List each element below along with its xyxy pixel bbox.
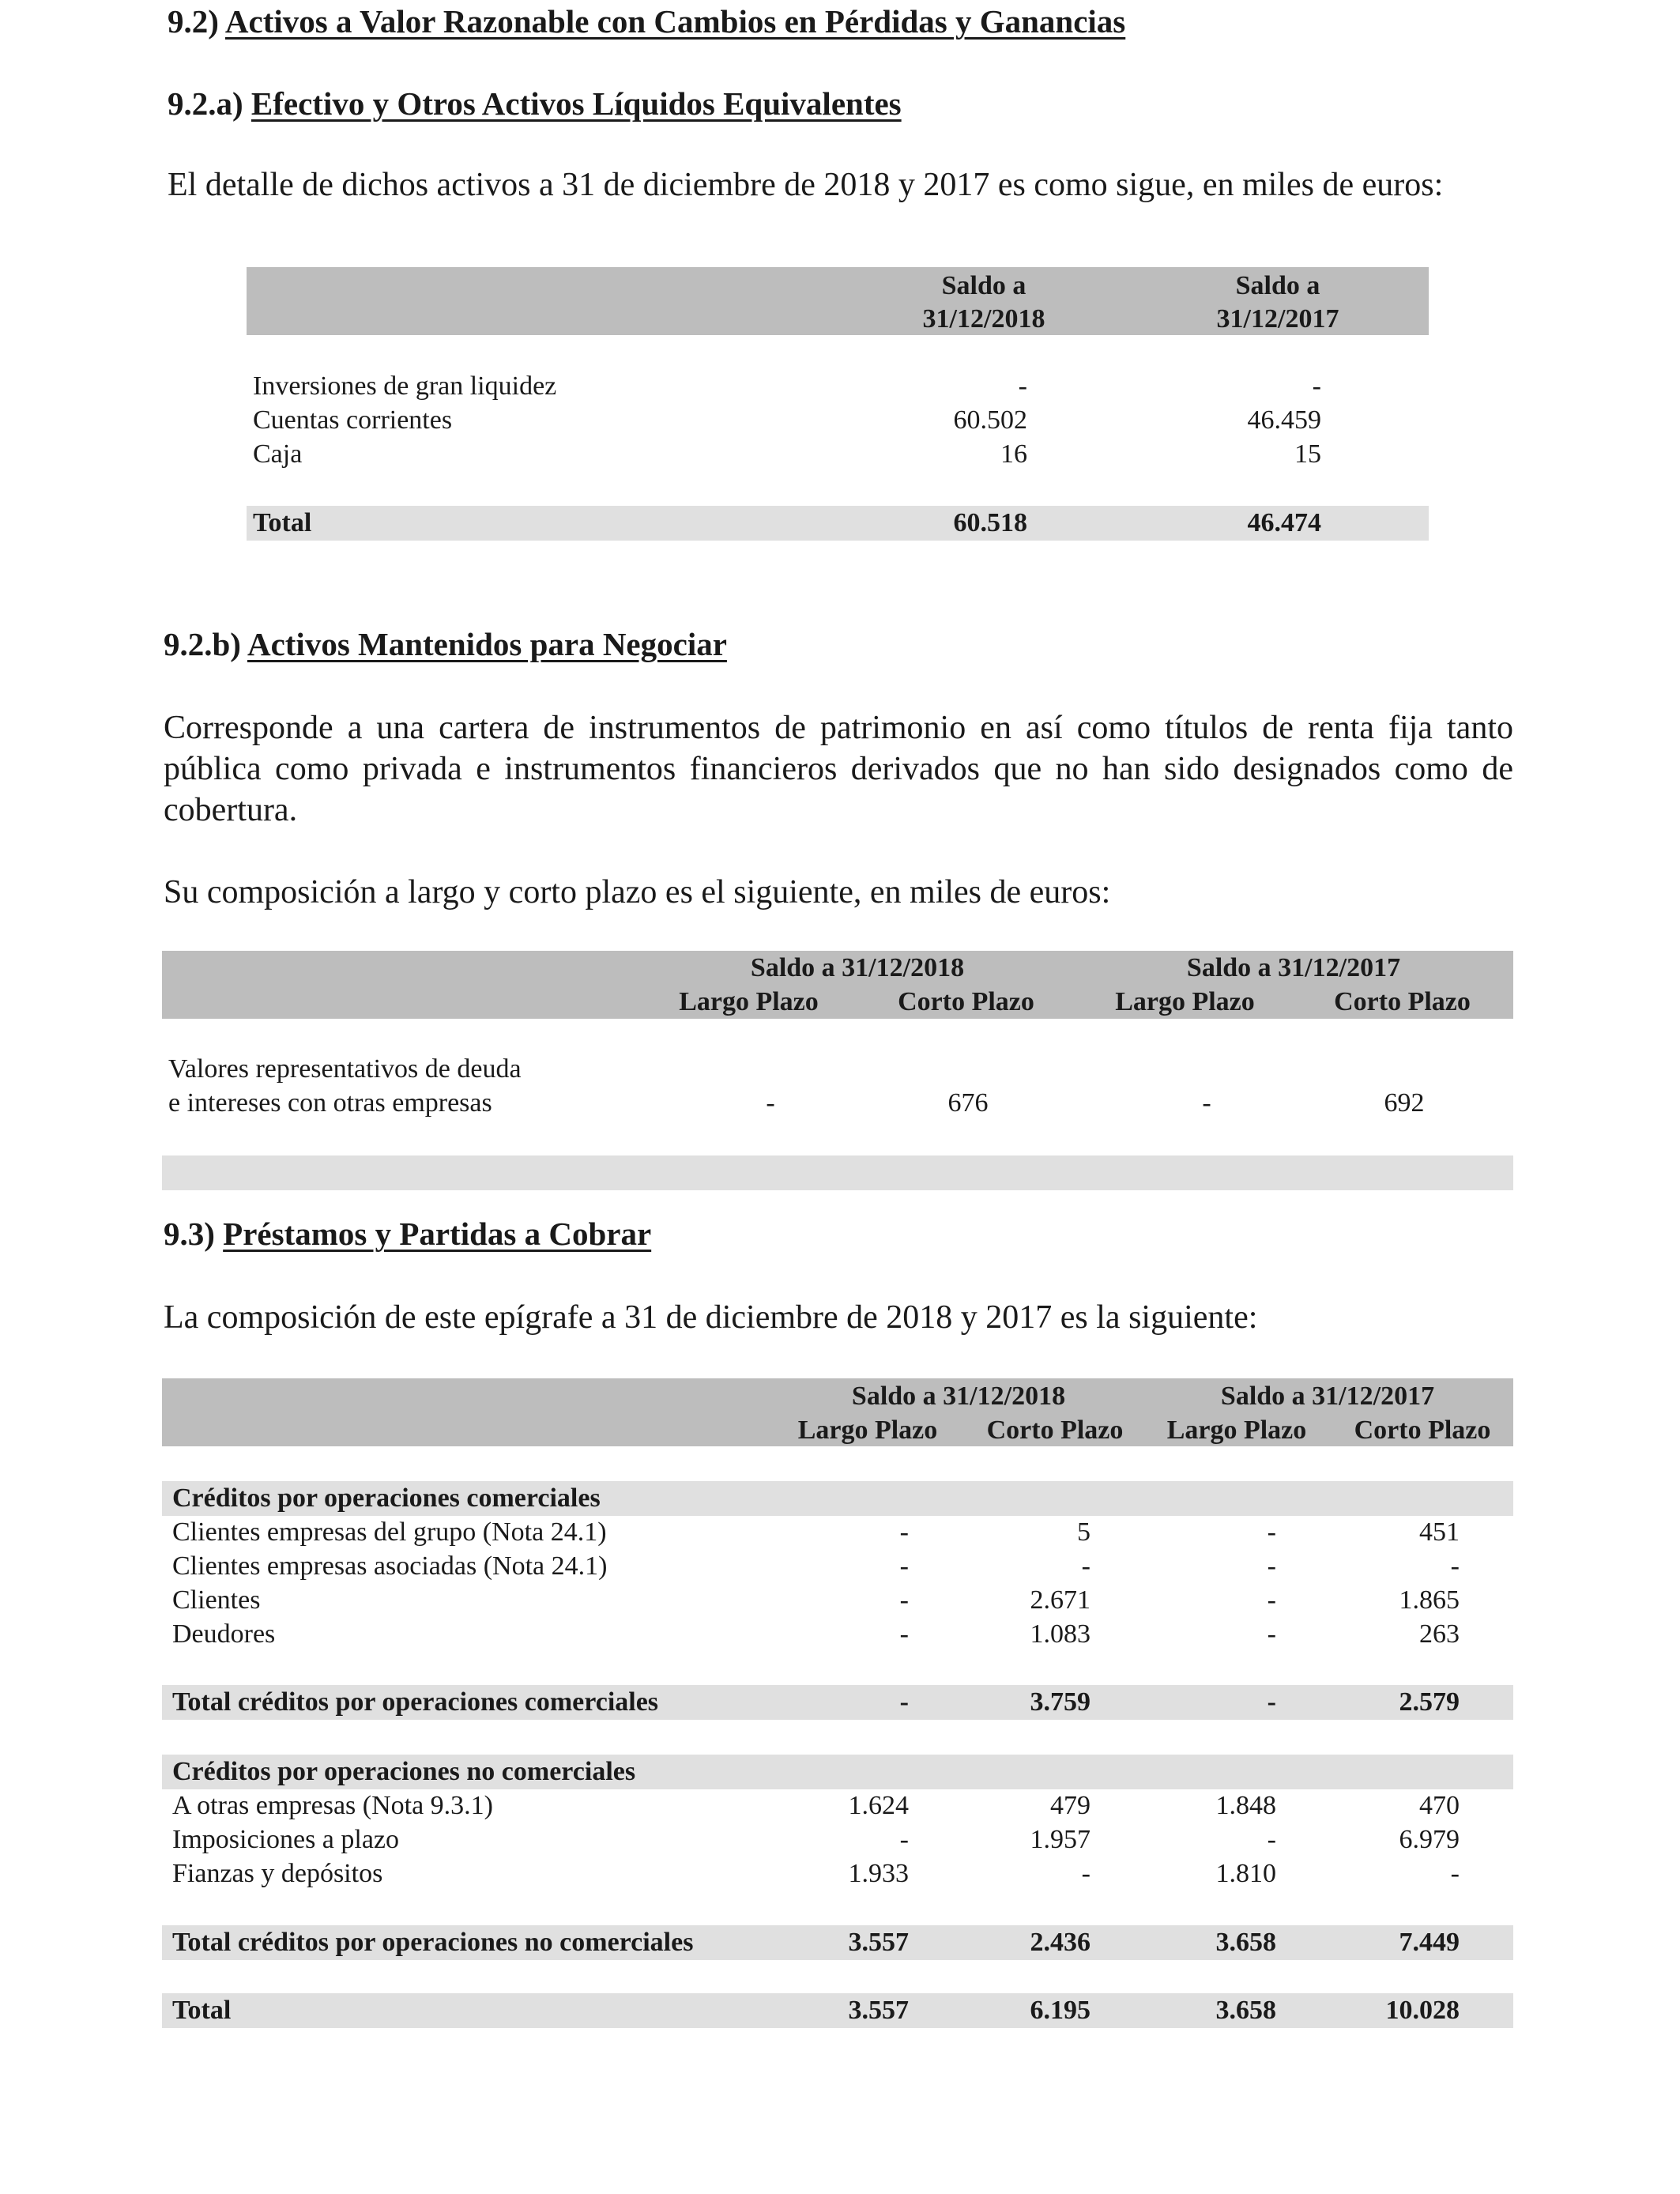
section-number: 9.2): [168, 3, 219, 40]
col-header-2018-line2: 31/12/2018: [922, 304, 1045, 334]
section-title: Efectivo y Otros Activos Líquidos Equivalentes: [250, 85, 902, 122]
subtotal-corto-2017: 7.449: [1399, 1928, 1460, 1957]
value-largo-2018: -: [899, 1825, 909, 1854]
row-label: Fianzas y depósitos: [172, 1859, 383, 1888]
subtotal-largo-2018: -: [899, 1687, 909, 1717]
row-value-2018: -: [1018, 371, 1027, 401]
row-label: Clientes empresas del grupo (Nota 24.1): [172, 1517, 607, 1547]
row-label: Caja: [253, 439, 303, 469]
value-corto-2017: 470: [1419, 1791, 1460, 1820]
section-number: 9.2.b): [164, 626, 241, 662]
subtotal-largo-2017: -: [1267, 1687, 1276, 1717]
row-value-2018: 60.502: [953, 405, 1027, 435]
col-header-largo-2018: Largo Plazo: [679, 987, 819, 1016]
value-corto-2018: 479: [1050, 1791, 1090, 1820]
value-corto-2017: 1.865: [1399, 1585, 1460, 1615]
row-value-2018: 16: [1000, 439, 1027, 469]
group-header-2017: Saldo a 31/12/2017: [1186, 953, 1401, 982]
subtotal-corto-2018: 2.436: [1030, 1928, 1090, 1957]
row-value-corto-2017: 692: [1384, 1088, 1425, 1118]
subtotal-largo-2017: 3.658: [1215, 1928, 1276, 1957]
value-largo-2017: -: [1267, 1517, 1276, 1547]
col-header-2017-line2: 31/12/2017: [1216, 304, 1339, 334]
section-9-2-b-paragraph: Corresponde a una cartera de instrumentos de patrimonio en así como títulos de renta fija tanto pública como privada e instrumentos financieros derivados que no han sido designados como de cobertura.: [164, 710, 1513, 828]
value-corto-2017: -: [1450, 1551, 1460, 1581]
row-label-line2: e intereses con otras empresas: [168, 1088, 492, 1118]
value-corto-2018: -: [1081, 1551, 1090, 1581]
total-value-2017: 46.474: [1247, 508, 1321, 537]
group-header-2018: Saldo a 31/12/2018: [750, 953, 965, 982]
value-largo-2017: -: [1267, 1585, 1276, 1615]
row-label: Deudores: [172, 1619, 276, 1649]
total-label: Total: [253, 508, 312, 537]
row-value-2017: 46.459: [1247, 405, 1321, 435]
section-9-3-heading: [164, 1214, 651, 1253]
section-9-2-heading: [168, 2, 1125, 41]
col-header-2017-line1: Saldo a: [1235, 271, 1320, 300]
col-header-largo-2018: Largo Plazo: [797, 1416, 938, 1445]
total-corto-2018: 6.195: [1030, 1996, 1090, 2025]
col-header-corto-2018: Corto Plazo: [898, 987, 1034, 1016]
row-value-2017: -: [1312, 371, 1321, 401]
value-largo-2018: 1.933: [848, 1859, 909, 1888]
value-largo-2018: -: [899, 1585, 909, 1615]
row-label: Clientes empresas asociadas (Nota 24.1): [172, 1551, 608, 1581]
value-largo-2018: 1.624: [848, 1791, 909, 1820]
value-corto-2017: -: [1450, 1859, 1460, 1888]
total-label: Total: [172, 1996, 232, 2025]
row-value-2017: 15: [1294, 439, 1321, 469]
value-largo-2018: -: [899, 1619, 909, 1649]
subsection-title-no-comerciales: Créditos por operaciones no comerciales: [172, 1757, 636, 1786]
row-label: Clientes: [172, 1585, 261, 1615]
value-largo-2017: -: [1267, 1551, 1276, 1581]
col-header-corto-2017: Corto Plazo: [1354, 1416, 1491, 1445]
value-largo-2017: 1.810: [1215, 1859, 1276, 1888]
subtotal-largo-2018: 3.557: [848, 1928, 909, 1957]
section-title: Activos a Valor Razonable con Cambios en Pérdidas y Ganancias: [224, 3, 1126, 40]
row-label: Cuentas corrientes: [253, 405, 453, 435]
value-largo-2017: -: [1267, 1825, 1276, 1854]
section-9-3-intro: La composición de este epígrafe a 31 de diciembre de 2018 y 2017 es la siguiente:: [164, 1299, 1258, 1336]
section-9-2-b-heading: [164, 624, 727, 664]
value-corto-2018: -: [1081, 1859, 1090, 1888]
col-header-corto-2018: Corto Plazo: [986, 1416, 1124, 1445]
subtotal-label: Total créditos por operaciones comerciales: [172, 1687, 659, 1717]
row-label: Imposiciones a plazo: [172, 1825, 400, 1854]
subtotal-corto-2018: 3.759: [1030, 1687, 1090, 1717]
total-value-2018: 60.518: [953, 508, 1027, 537]
value-largo-2017: -: [1267, 1619, 1276, 1649]
total-largo-2018: 3.557: [848, 1996, 909, 2025]
section-number: 9.2.a): [168, 85, 243, 122]
value-corto-2018: 5: [1077, 1517, 1090, 1547]
total-corto-2017: 10.028: [1385, 1996, 1460, 2025]
section-number: 9.3): [164, 1216, 215, 1252]
value-largo-2018: -: [899, 1517, 909, 1547]
value-corto-2017: 451: [1419, 1517, 1460, 1547]
col-header-largo-2017: Largo Plazo: [1166, 1416, 1307, 1445]
value-largo-2018: -: [899, 1551, 909, 1581]
total-largo-2017: 3.658: [1215, 1996, 1276, 2025]
value-corto-2018: 1.083: [1030, 1619, 1090, 1649]
section-title: Activos Mantenidos para Negociar: [247, 626, 727, 662]
value-corto-2018: 1.957: [1030, 1825, 1090, 1854]
row-label: Inversiones de gran liquidez: [253, 371, 557, 401]
row-label: A otras empresas (Nota 9.3.1): [172, 1791, 494, 1820]
group-header-2017: Saldo a 31/12/2017: [1220, 1382, 1435, 1411]
row-label-line1: Valores representativos de deuda: [168, 1054, 522, 1084]
subsection-title-comerciales: Créditos por operaciones comerciales: [172, 1483, 601, 1513]
section-9-2-b-intro: Su composición a largo y corto plazo es el siguiente, en miles de euros:: [164, 874, 1111, 910]
col-header-2018-line1: Saldo a: [941, 271, 1026, 300]
section-9-2-a-heading: [168, 84, 902, 123]
value-corto-2017: 6.979: [1399, 1825, 1460, 1854]
value-corto-2018: 2.671: [1030, 1585, 1090, 1615]
row-value-largo-2018: -: [766, 1088, 775, 1118]
subtotal-corto-2017: 2.579: [1399, 1687, 1460, 1717]
col-header-largo-2017: Largo Plazo: [1115, 987, 1255, 1016]
group-header-2018: Saldo a 31/12/2018: [851, 1382, 1066, 1411]
value-largo-2017: 1.848: [1215, 1791, 1276, 1820]
total-row-bar: [162, 1155, 1513, 1190]
subtotal-label: Total créditos por operaciones no comerciales: [172, 1928, 694, 1957]
value-corto-2017: 263: [1419, 1619, 1460, 1649]
col-header-corto-2017: Corto Plazo: [1334, 987, 1471, 1016]
row-value-corto-2018: 676: [947, 1088, 989, 1118]
section-title: Préstamos y Partidas a Cobrar: [223, 1216, 652, 1252]
row-value-largo-2017: -: [1202, 1088, 1211, 1118]
section-9-2-a-intro: El detalle de dichos activos a 31 de diciembre de 2018 y 2017 es como sigue, en miles de euros:: [168, 167, 1444, 203]
